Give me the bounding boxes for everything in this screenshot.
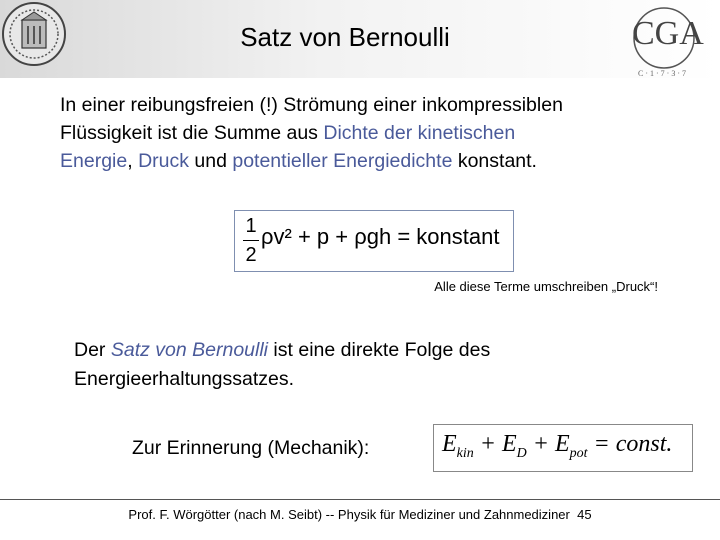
term-kinetic-energy-density: Dichte der kinetischen Energie — [60, 122, 516, 172]
footer-text: Prof. F. Wörgötter (nach M. Seibt) -- Physik für Mediziner und Zahnmediziner — [128, 507, 570, 522]
footer — [0, 507, 720, 522]
term-potential-energy-density: potentieller Energiedichte — [232, 150, 453, 172]
energy-conservation-equation: $E_{kin} + E_D + E_{pot}$ = const. — [433, 424, 693, 472]
cga-logo-icon — [624, 4, 716, 80]
slide-title: Satz von Bernoulli — [240, 22, 450, 52]
bernoulli-formula — [234, 210, 514, 272]
footer-divider — [0, 499, 720, 500]
pressure-note: Alle diese Terme umschreiben „Druck“! — [434, 279, 658, 294]
intro-paragraph: In einer reibungsfreien (!) Strömung einer inkompressiblen Flüssigkeit ist die Summe aus Dichte der kinetischen Energie, Druck und potentieller Energiedichte konstant. — [60, 94, 563, 172]
page-number: 45 — [577, 507, 592, 522]
reminder-label: Zur Erinnerung (Mechanik): — [132, 437, 370, 459]
term-bernoulli-theorem: Satz von Bernoulli — [110, 339, 269, 361]
svg-text:CGA: CGA — [632, 15, 704, 52]
term-pressure: Druck — [138, 150, 189, 172]
formula-terms: ρv² + p + ρgh = konstant — [261, 224, 500, 249]
fraction-one-half: 1 2 — [243, 214, 259, 267]
bernoulli-paragraph: Der Satz von Bernoulli ist eine direkte Folge des Energieerhaltungssatzes. — [74, 339, 491, 390]
svg-text:C · 1 · 7 · 3 · 7: C · 1 · 7 · 3 · 7 — [638, 69, 686, 78]
